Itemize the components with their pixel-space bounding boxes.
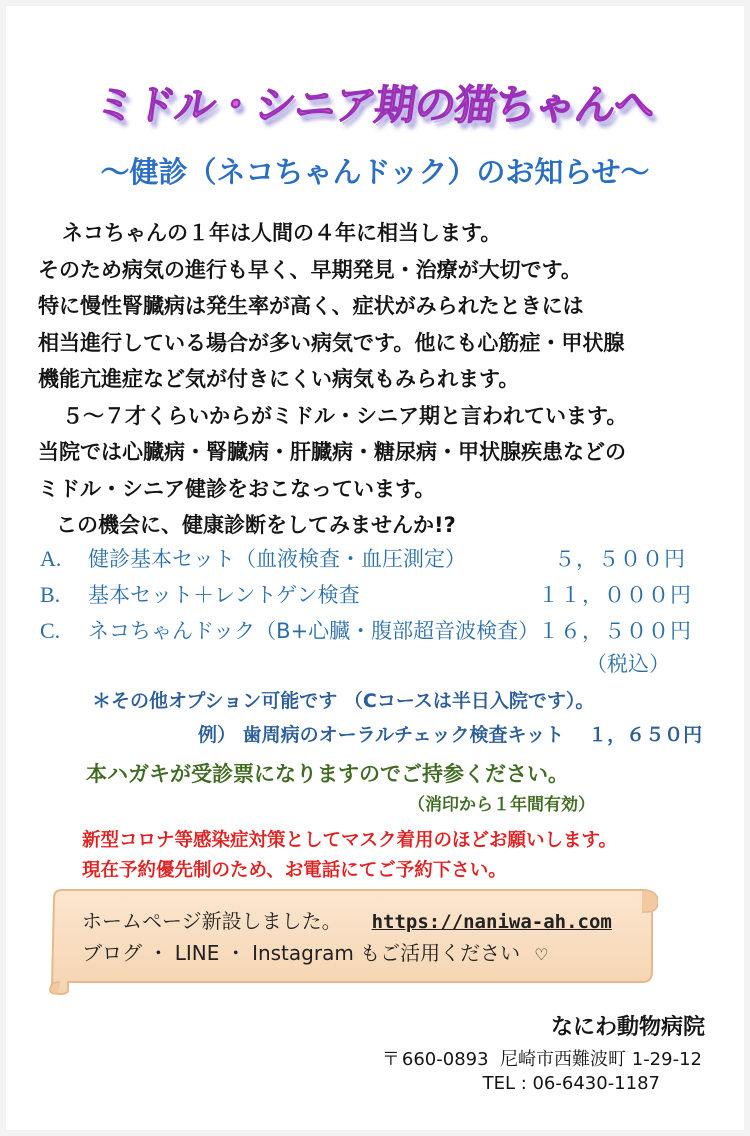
- headline-title: ミドル・シニア期の猫ちゃんへ: [91, 81, 658, 129]
- covid-notice: [82, 826, 617, 886]
- postcard-note: 本ハガキが受診票になりますのでご持参ください。: [86, 762, 569, 786]
- body-line: この機会に、健康診断をしてみませんか!?: [56, 513, 456, 537]
- body-line: ５～７才くらいからがミドル・シニア期と言われています。: [62, 403, 628, 428]
- price-row-b: [40, 577, 700, 613]
- tax-note: （税込）: [586, 652, 670, 676]
- postal-mark-icon: 〒: [381, 1049, 400, 1070]
- course-price: １６，５００円: [538, 619, 692, 643]
- options-line: ＊その他オプション可能です （Cコースは半日入院です）。: [92, 690, 595, 712]
- body-line: 当院では心臓病・腎臓病・肝臓病・糖尿病・甲状腺疾患などの: [38, 440, 626, 464]
- example-price: １，６５０円: [588, 724, 703, 746]
- body-line: 相当進行している場合が多い病気です。他にも心筋症・甲状腺: [38, 330, 625, 355]
- zip-code: 660-0893: [401, 1049, 489, 1070]
- homepage-announce: ホームページ新設しました。: [82, 909, 342, 933]
- options-note: [92, 684, 702, 752]
- course-name: 健診基本セット（血液検査・血圧測定）: [88, 547, 466, 571]
- notice-line: 現在予約優先制のため、お電話にてご予約下さい。: [82, 860, 507, 881]
- course-name: ネコちゃんドック（B+心臓・腹部超音波検査）: [88, 619, 540, 643]
- intro-paragraph: [38, 215, 718, 544]
- clinic-name: なにわ動物病院: [550, 1015, 705, 1040]
- options-example: [92, 718, 702, 752]
- course-letter: B.: [40, 582, 61, 607]
- body-line: ネコちゃんの１年は人間の４年に相当します。: [62, 221, 502, 245]
- homepage-scroll-banner: [46, 886, 658, 996]
- clinic-phone: TEL : 06-6430-1187: [482, 1073, 660, 1094]
- homepage-line-2: [82, 938, 612, 970]
- course-price: １１，０００円: [538, 583, 692, 607]
- street-address: 尼崎市西難波町 1-29-12: [500, 1049, 702, 1070]
- clinic-address: [382, 1045, 702, 1071]
- social-line: ブログ ・ LINE ・ Instagram もご活用ください: [82, 941, 521, 965]
- body-line: 特に慢性腎臓病は発生率が高く、症状がみられたときには: [38, 294, 584, 318]
- body-line: 機能亢進症など気が付きにくい病気もみられます。: [38, 367, 520, 391]
- homepage-text: [82, 906, 612, 970]
- validity-note: （消印から１年間有効）: [408, 795, 595, 815]
- notice-line: 新型コロナ等感染症対策としてマスク着用のほどお願いします。: [82, 830, 618, 851]
- body-line: そのため病気の進行も早く、早期発見・治療が大切です。: [38, 257, 582, 282]
- example-label: 例） 歯周病のオーラルチェック検査キット: [198, 724, 565, 746]
- price-row-a: [40, 541, 700, 577]
- course-letter: A.: [40, 546, 62, 571]
- headline-subtitle: ～健診（ネコちゃんドック）のお知らせ～: [100, 155, 650, 189]
- course-name: 基本セット＋レントゲン検査: [88, 583, 360, 607]
- heart-icon: ♡: [534, 945, 549, 964]
- homepage-line-1: [82, 906, 612, 938]
- body-line: ミドル・シニア健診をおこなっています。: [38, 476, 436, 501]
- price-row-c: [40, 613, 700, 649]
- course-price: ５，５００円: [554, 547, 686, 571]
- course-letter: C.: [40, 618, 61, 643]
- homepage-url-link[interactable]: https://naniwa-ah.com: [371, 911, 612, 933]
- price-list: [40, 541, 700, 676]
